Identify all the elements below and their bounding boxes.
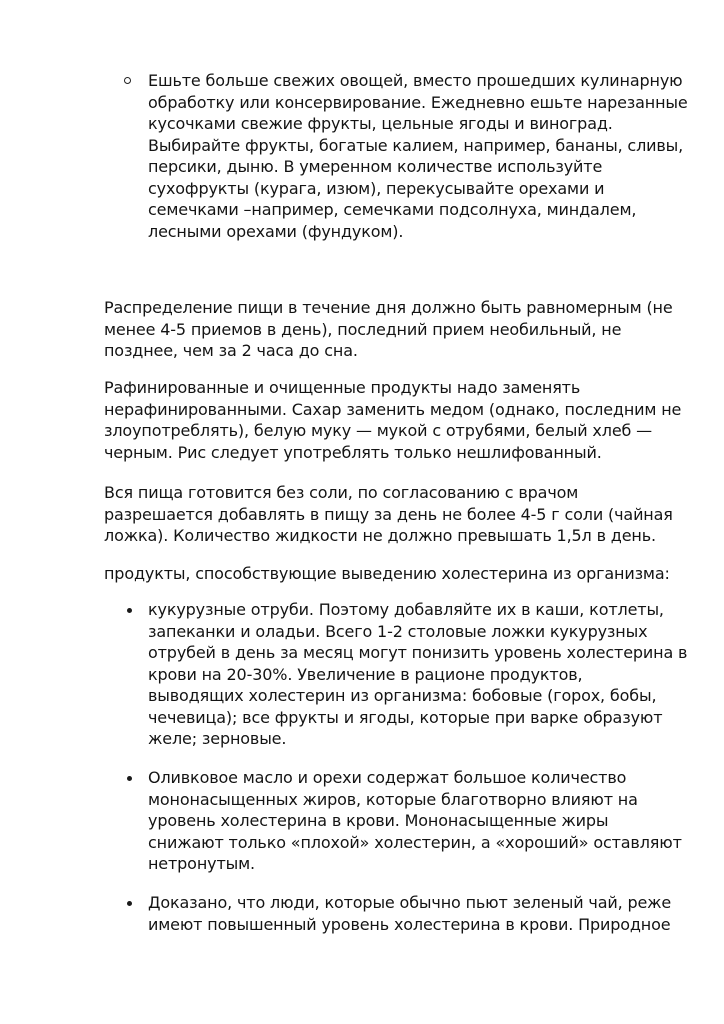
text-line: снижают только «плохой» холестерин, а «хороший» оставляют: [148, 832, 682, 852]
paragraph-refined-products: [104, 377, 684, 463]
paragraph-salt-and-liquid: [104, 482, 684, 547]
text-line: Доказано, что люди, которые обычно пьют зеленый чай, реже: [148, 893, 672, 912]
text-line: отрубей в день за месяц могут понизить уровень холестерина в: [148, 643, 688, 662]
text-line: семечками –например, семечками подсолнуха, миндалем,: [148, 200, 637, 219]
text-line: продукты, способствующие выведению холестерина из организма:: [104, 564, 670, 583]
text-line: желе; зерновые.: [148, 729, 287, 748]
text-line: Распределение пищи в течение дня должно быть равномерным (не: [104, 298, 673, 317]
text-line: сухофрукты (курага, изюм), перекусывайте орехами и: [148, 178, 605, 198]
hollow-bullet-icon: [124, 77, 131, 84]
sub-bullet-item-vegetables: [148, 70, 688, 242]
text-line: разрешается добавлять в пищу за день не более 4-5 г соли (чайная: [104, 504, 673, 524]
text-line: мононасыщенных жиров, которые благотворно влияют на: [148, 789, 638, 809]
text-line: Выбирайте фрукты, богатые калием, например, бананы, сливы,: [148, 135, 684, 155]
text-line: черным. Рис следует употреблять только нешлифованный.: [104, 442, 602, 462]
text-line: выводящих холестерин из организма: бобовые (горох, бобы,: [148, 686, 657, 705]
bullet-item-corn-bran: [148, 599, 688, 750]
text-line: лесными орехами (фундуком).: [148, 221, 404, 241]
bullet-dot-icon: [127, 776, 132, 781]
text-line: запеканки и оладьи. Всего 1-2 столовые ложки кукурузных: [148, 621, 648, 641]
paragraph-cholesterol-products-heading: [104, 563, 684, 585]
text-line: кусочками свежие фрукты, цельные ягоды и виноград.: [148, 114, 613, 133]
text-line: обработку или консервирование. Ежедневно ешьте нарезанные: [148, 92, 688, 112]
text-line: ложка). Количество жидкости не должно превышать 1,5л в день.: [104, 526, 656, 545]
text-line: Вся пища готовится без соли, по согласованию с врачом: [104, 483, 579, 502]
text-line: нерафинированными. Сахар заменить медом (однако, последним не: [104, 399, 682, 419]
text-line: персики, дыню. В умеренном количестве используйте: [148, 157, 603, 176]
text-line: крови на 20-30%. Увеличение в рационе продуктов,: [148, 664, 583, 684]
paragraph-meal-distribution: [104, 297, 684, 362]
text-line: уровень холестерина в крови. Мононасыщенные жиры: [148, 811, 609, 830]
text-line: менее 4-5 приемов в день), последний прием необильный, не: [104, 319, 622, 339]
text-line: Оливковое масло и орехи содержат большое количество: [148, 768, 627, 787]
text-line: имеют повышенный уровень холестерина в крови. Природное: [148, 914, 671, 934]
bullet-item-olive-oil: [148, 767, 688, 875]
text-line: кукурузные отруби. Поэтому добавляйте их в каши, котлеты,: [148, 600, 664, 619]
text-line: Рафинированные и очищенные продукты надо заменять: [104, 378, 581, 397]
text-line: чечевица); все фрукты и ягоды, которые при варке образуют: [148, 707, 663, 727]
bullet-dot-icon: [127, 901, 132, 906]
text-line: нетронутым.: [148, 854, 255, 873]
bullet-item-green-tea: [148, 892, 688, 935]
bullet-dot-icon: [127, 608, 132, 613]
text-line: злоупотреблять), белую муку — мукой с отрубями, белый хлеб —: [104, 421, 653, 440]
text-line: Ешьте больше свежих овощей, вместо прошедших кулинарную: [148, 71, 683, 90]
text-line: позднее, чем за 2 часа до сна.: [104, 341, 358, 360]
